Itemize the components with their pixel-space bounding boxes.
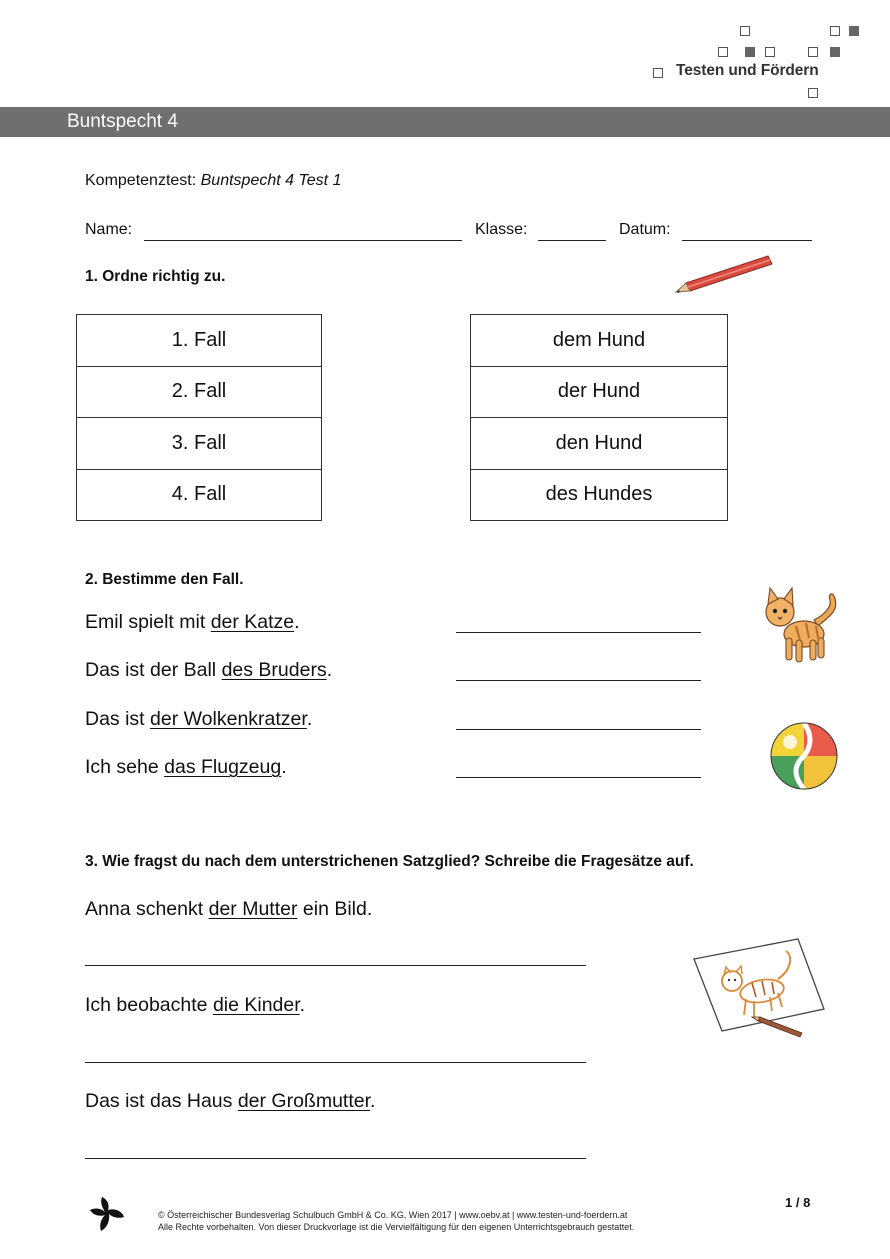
logo-square: [745, 47, 755, 57]
case-cell[interactable]: 4. Fall: [77, 469, 322, 521]
task1-heading: 1. Ordne richtig zu.: [85, 268, 226, 285]
sentence-text: Anna schenkt: [85, 898, 209, 920]
sentence-text: Ich beobachte: [85, 994, 213, 1016]
case-cell[interactable]: 2. Fall: [77, 366, 322, 418]
answer-line[interactable]: [456, 729, 701, 730]
sentence-text: .: [370, 1090, 376, 1112]
sentence-text: Ich sehe: [85, 756, 165, 778]
ball-icon: [768, 720, 840, 792]
answer-line[interactable]: [85, 1158, 586, 1159]
logo-square: [740, 26, 750, 36]
underlined-phrase: der Wolkenkratzer: [150, 708, 307, 730]
sentence-text: .: [299, 994, 306, 1016]
test-title: Buntspecht 4 Test 1: [200, 172, 342, 189]
answer-line[interactable]: [85, 965, 586, 966]
student-fields: [85, 221, 825, 245]
sentence-text: ein Bild.: [297, 898, 373, 920]
date-field[interactable]: [682, 240, 812, 241]
task2-sentence: [85, 756, 287, 779]
answer-line[interactable]: [456, 777, 701, 778]
task3-sentence: [85, 898, 372, 921]
underlined-phrase: die Kinder: [212, 994, 300, 1016]
case-cell[interactable]: 3. Fall: [77, 418, 322, 470]
underlined-phrase: das Flugzeug: [164, 756, 282, 778]
name-field[interactable]: [144, 240, 462, 241]
name-label: Name:: [85, 221, 133, 238]
logo-square: [765, 47, 775, 57]
logo-square: [808, 88, 818, 98]
rights-line: Alle Rechte vorbehalten. Von dieser Druckvorlage ist die Vervielfältigung für den eigenen Unterrichtsgebrauch gestattet.: [158, 1222, 635, 1232]
case-table: [76, 314, 322, 521]
sentence-text: .: [326, 659, 333, 681]
logo-square: [830, 26, 840, 36]
underlined-phrase: des Bruders: [221, 659, 327, 681]
logo-square: [830, 47, 840, 57]
task2-heading: 2. Bestimme den Fall.: [85, 571, 244, 588]
task3-sentence: [85, 994, 305, 1017]
phrase-table: [470, 314, 728, 521]
title-banner: [0, 107, 890, 137]
phrase-cell[interactable]: den Hund: [471, 418, 728, 470]
phrase-cell[interactable]: der Hund: [471, 366, 728, 418]
sentence-text: .: [281, 756, 287, 778]
footer-copyright: [158, 1209, 634, 1233]
logo-text: Testen und Fördern: [676, 62, 819, 79]
sentence-text: .: [306, 708, 313, 730]
task2-sentence: [85, 708, 312, 731]
answer-line[interactable]: [456, 680, 701, 681]
sentence-text: .: [294, 611, 300, 633]
pencil-icon: [672, 250, 780, 298]
sentence-text: Das ist das Haus: [85, 1090, 238, 1112]
logo-square: [849, 26, 859, 36]
task2-sentence: [85, 611, 300, 634]
date-label: Datum:: [619, 221, 671, 238]
tiger-drawing-icon: [690, 935, 835, 1045]
intro-label: Kompetenztest:: [85, 172, 201, 189]
class-field[interactable]: [538, 240, 606, 241]
sentence-text: Emil spielt mit: [85, 611, 211, 633]
task2-sentence: [85, 659, 332, 682]
underlined-phrase: der Großmutter: [237, 1090, 371, 1112]
test-intro: [85, 172, 341, 190]
cat-icon: [758, 586, 842, 670]
underlined-phrase: der Mutter: [208, 898, 298, 920]
logo-square: [718, 47, 728, 57]
phrase-cell[interactable]: dem Hund: [471, 315, 728, 367]
banner-title: Buntspecht 4: [67, 111, 178, 132]
copyright-line: © Österreichischer Bundesverlag Schulbuch GmbH & Co. KG, Wien 2017 | www.oebv.at | www.testen-und-foerdern.at: [158, 1210, 628, 1220]
answer-line[interactable]: [85, 1062, 586, 1063]
answer-line[interactable]: [456, 632, 701, 633]
task3-heading: 3. Wie fragst du nach dem unterstrichenen Satzglied? Schreibe die Fragesätze auf.: [85, 853, 694, 870]
sentence-text: Das ist der Ball: [85, 659, 222, 681]
sentence-text: Das ist: [85, 708, 151, 730]
phrase-cell[interactable]: des Hundes: [471, 469, 728, 521]
logo-square: [808, 47, 818, 57]
task3-sentence: [85, 1090, 375, 1113]
class-label: Klasse:: [475, 221, 528, 238]
underlined-phrase: der Katze: [210, 611, 295, 633]
case-cell[interactable]: 1. Fall: [77, 315, 322, 367]
logo-square: [653, 68, 663, 78]
page-number: 1 / 8: [785, 1195, 811, 1210]
testen-und-foerdern-logo: [650, 22, 865, 102]
publisher-logo-icon: [88, 1195, 126, 1233]
